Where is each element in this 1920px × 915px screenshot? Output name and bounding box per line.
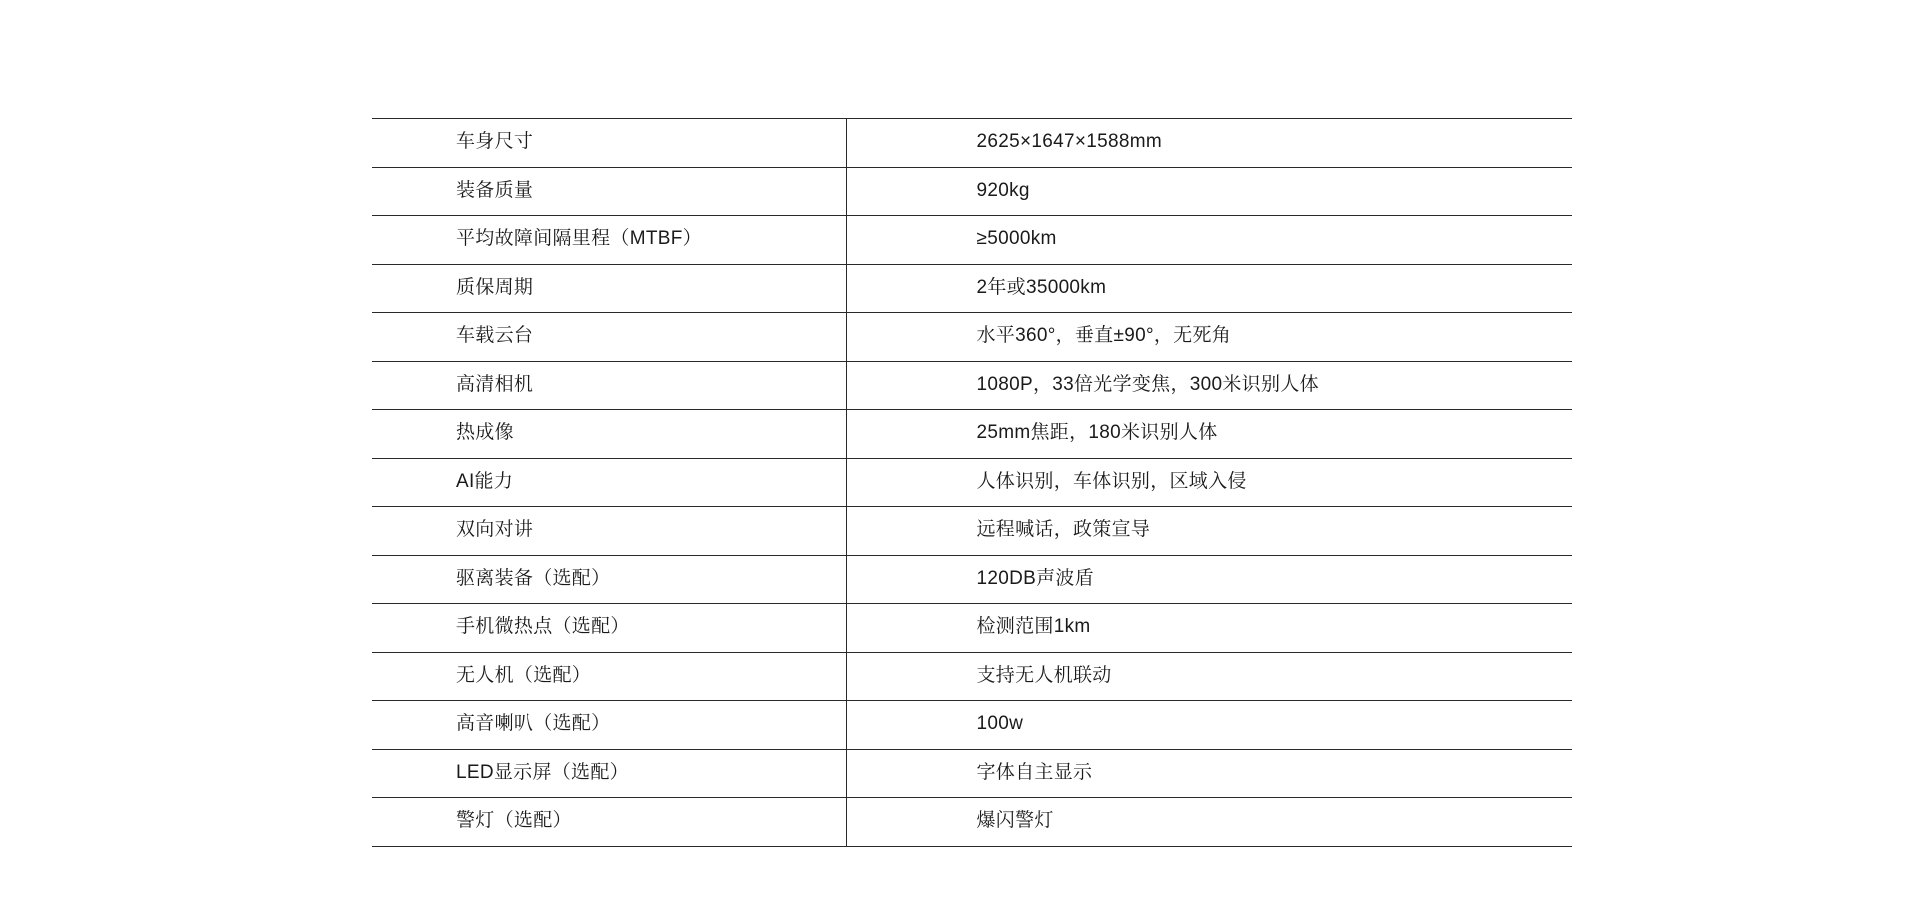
row-label: 手机微热点（选配） <box>456 616 630 638</box>
row-label: LED显示屏（选配） <box>456 761 629 783</box>
row-value: 2年或35000km <box>976 276 1107 298</box>
row-value-cell <box>846 652 1572 701</box>
table-row <box>372 410 1572 459</box>
row-value: 支持无人机联动 <box>976 664 1112 686</box>
table-row <box>372 361 1572 410</box>
row-label: 热成像 <box>456 422 514 444</box>
row-label: AI能力 <box>456 470 514 492</box>
row-label: 车身尺寸 <box>456 131 534 153</box>
row-value-cell <box>846 798 1572 847</box>
row-value: 1080P，33倍光学变焦，300米识别人体 <box>976 373 1319 395</box>
table-row <box>372 749 1572 798</box>
row-label-cell <box>372 555 846 604</box>
row-value-cell <box>846 701 1572 750</box>
row-label-cell <box>372 216 846 265</box>
row-value-cell <box>846 119 1572 168</box>
row-label-cell <box>372 604 846 653</box>
table-row <box>372 119 1572 168</box>
row-value: 水平360°，垂直±90°，无死角 <box>976 325 1232 347</box>
row-label: 双向对讲 <box>456 519 534 541</box>
table-body <box>372 119 1572 847</box>
row-label-cell <box>372 264 846 313</box>
row-label-cell <box>372 410 846 459</box>
table-row <box>372 264 1572 313</box>
row-label: 车载云台 <box>456 325 534 347</box>
row-value-cell <box>846 458 1572 507</box>
table-row <box>372 701 1572 750</box>
row-value: 2625×1647×1588mm <box>976 131 1162 153</box>
row-label: 驱离装备（选配） <box>456 567 611 589</box>
table-row <box>372 458 1572 507</box>
row-value: 检测范围1km <box>976 616 1091 638</box>
row-label: 高清相机 <box>456 373 534 395</box>
row-value-cell <box>846 749 1572 798</box>
row-value-cell <box>846 264 1572 313</box>
table-row <box>372 167 1572 216</box>
row-label-cell <box>372 361 846 410</box>
row-value-cell <box>846 167 1572 216</box>
row-label-cell <box>372 749 846 798</box>
row-value: 100w <box>976 713 1024 735</box>
row-value-cell <box>846 507 1572 556</box>
table-row <box>372 507 1572 556</box>
row-label-cell <box>372 652 846 701</box>
table-row <box>372 798 1572 847</box>
table-row <box>372 604 1572 653</box>
row-value-cell <box>846 604 1572 653</box>
row-label: 警灯（选配） <box>456 810 572 832</box>
row-value-cell <box>846 361 1572 410</box>
row-label: 质保周期 <box>456 276 534 298</box>
row-value: 字体自主显示 <box>976 761 1093 783</box>
row-label-cell <box>372 701 846 750</box>
row-value: 120DB声波盾 <box>976 567 1094 589</box>
table-row <box>372 216 1572 265</box>
row-label: 平均故障间隔里程（MTBF） <box>456 228 702 250</box>
row-value: ≥5000km <box>976 228 1057 250</box>
row-value: 920kg <box>976 179 1030 201</box>
table-row <box>372 313 1572 362</box>
row-value: 远程喊话，政策宣导 <box>976 519 1151 541</box>
row-value-cell <box>846 555 1572 604</box>
row-label-cell <box>372 313 846 362</box>
row-label-cell <box>372 458 846 507</box>
specification-table <box>372 118 1572 847</box>
row-label: 高音喇叭（选配） <box>456 713 611 735</box>
row-value: 爆闪警灯 <box>976 810 1054 832</box>
row-label-cell <box>372 798 846 847</box>
row-label-cell <box>372 507 846 556</box>
table-row <box>372 555 1572 604</box>
row-label: 无人机（选配） <box>456 664 592 686</box>
row-label-cell <box>372 167 846 216</box>
row-value-cell <box>846 313 1572 362</box>
table-row <box>372 652 1572 701</box>
row-value-cell <box>846 410 1572 459</box>
row-value-cell <box>846 216 1572 265</box>
row-label-cell <box>372 119 846 168</box>
row-label: 装备质量 <box>456 179 534 201</box>
row-value: 25mm焦距，180米识别人体 <box>976 422 1218 444</box>
row-value: 人体识别，车体识别，区域入侵 <box>976 470 1247 492</box>
